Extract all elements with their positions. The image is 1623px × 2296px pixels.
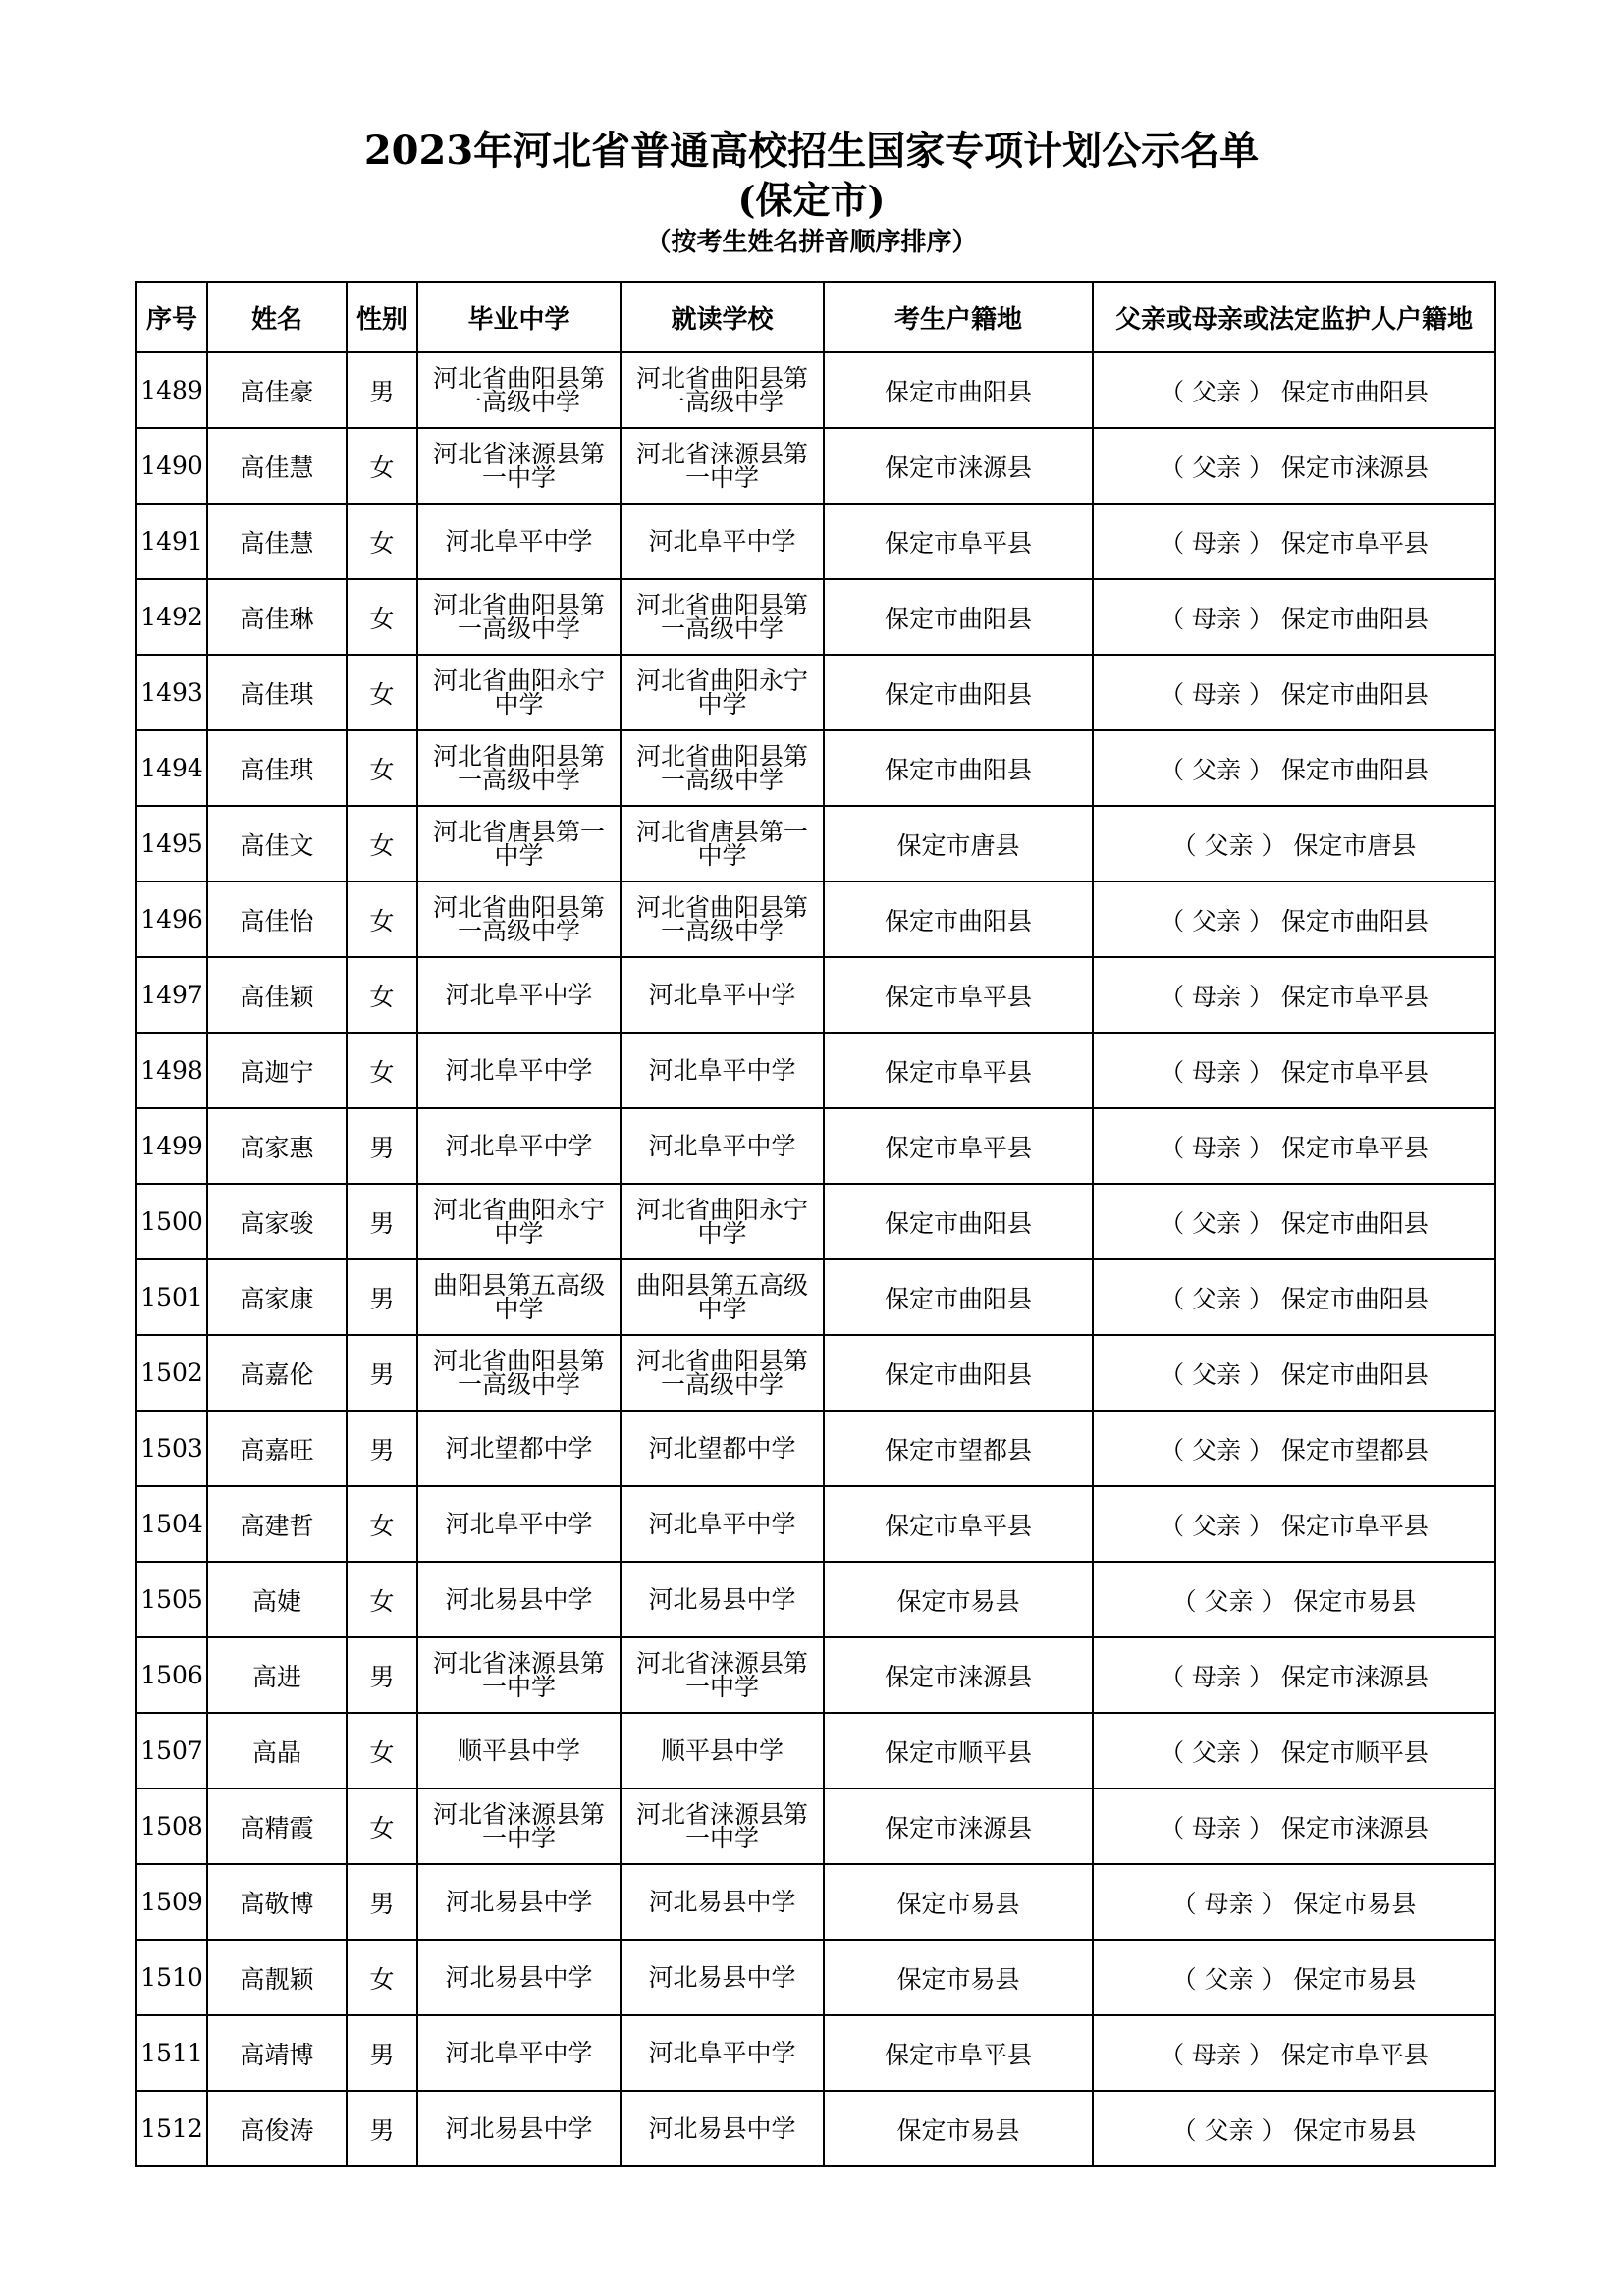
cell-study-school-text: 河北省唐县第一中学 [635, 817, 808, 870]
cell-gender: 女 [347, 1033, 417, 1108]
cell-domicile: 保定市曲阳县 [824, 579, 1093, 655]
cell-grad-school-text: 河北阜平中学 [445, 1509, 593, 1538]
cell-guardian-domicile: （ 父亲 ） 保定市曲阳县 [1093, 1335, 1495, 1411]
cell-name: 高佳颖 [207, 957, 347, 1033]
cell-seq: 1497 [136, 957, 207, 1033]
header-gender: 性别 [347, 282, 417, 352]
cell-name: 高婕 [207, 1562, 347, 1637]
cell-domicile: 保定市易县 [824, 1864, 1093, 1940]
cell-study-school [621, 504, 824, 579]
cell-seq: 1498 [136, 1033, 207, 1108]
cell-domicile: 保定市阜平县 [824, 1108, 1093, 1184]
cell-name: 高嘉旺 [207, 1411, 347, 1486]
cell-study-school-text: 河北易县中学 [648, 1962, 796, 1992]
cell-study-school [621, 579, 824, 655]
cell-study-school [621, 1184, 824, 1259]
cell-name: 高建哲 [207, 1486, 347, 1562]
table-row [136, 504, 1495, 579]
cell-study-school-text: 曲阳县第五高级中学 [635, 1270, 808, 1323]
cell-study-school-text: 河北省曲阳永宁中学 [635, 666, 808, 719]
cell-domicile: 保定市易县 [824, 1940, 1093, 2015]
cell-grad-school [417, 1637, 621, 1713]
page-subtitle: (保定市) [737, 178, 886, 222]
cell-grad-school [417, 1940, 621, 2015]
cell-seq: 1504 [136, 1486, 207, 1562]
cell-study-school-text: 河北省涞源县第一中学 [635, 439, 808, 492]
table-row [136, 579, 1495, 655]
cell-grad-school [417, 655, 621, 730]
cell-study-school [621, 428, 824, 504]
cell-gender: 男 [347, 2015, 417, 2091]
cell-seq: 1507 [136, 1713, 207, 1789]
table-row [136, 1562, 1495, 1637]
cell-gender: 女 [347, 1486, 417, 1562]
cell-grad-school-text: 河北易县中学 [445, 1962, 593, 1992]
cell-grad-school-text: 河北望都中学 [445, 1433, 593, 1463]
cell-study-school-text: 河北易县中学 [648, 2113, 796, 2143]
cell-study-school [621, 1789, 824, 1864]
cell-grad-school [417, 730, 621, 806]
cell-name: 高佳怡 [207, 881, 347, 957]
cell-gender: 男 [347, 1335, 417, 1411]
cell-grad-school-text: 河北易县中学 [445, 1584, 593, 1614]
cell-gender: 女 [347, 881, 417, 957]
cell-name: 高佳琪 [207, 730, 347, 806]
cell-guardian-domicile: （ 父亲 ） 保定市曲阳县 [1093, 730, 1495, 806]
cell-grad-school-text: 顺平县中学 [457, 1735, 580, 1765]
cell-grad-school [417, 2015, 621, 2091]
cell-study-school [621, 1940, 824, 2015]
table-row [136, 2091, 1495, 2166]
cell-grad-school-text: 河北省涞源县第一中学 [432, 1799, 605, 1852]
cell-gender: 女 [347, 957, 417, 1033]
cell-gender: 女 [347, 504, 417, 579]
cell-gender: 女 [347, 730, 417, 806]
cell-gender: 男 [347, 1259, 417, 1335]
cell-study-school-text: 河北省涞源县第一中学 [635, 1648, 808, 1701]
cell-gender: 男 [347, 2091, 417, 2166]
cell-domicile: 保定市曲阳县 [824, 1259, 1093, 1335]
cell-guardian-domicile: （ 父亲 ） 保定市唐县 [1093, 806, 1495, 881]
cell-guardian-domicile: （ 父亲 ） 保定市顺平县 [1093, 1713, 1495, 1789]
cell-name: 高晶 [207, 1713, 347, 1789]
cell-grad-school [417, 881, 621, 957]
cell-gender: 女 [347, 1562, 417, 1637]
cell-domicile: 保定市涞源县 [824, 1637, 1093, 1713]
cell-study-school [621, 1411, 824, 1486]
header-study-school: 就读学校 [621, 282, 824, 352]
cell-seq: 1495 [136, 806, 207, 881]
cell-domicile: 保定市阜平县 [824, 1486, 1093, 1562]
cell-grad-school [417, 957, 621, 1033]
cell-seq: 1506 [136, 1637, 207, 1713]
cell-domicile: 保定市曲阳县 [824, 655, 1093, 730]
table-row [136, 1411, 1495, 1486]
cell-study-school [621, 1486, 824, 1562]
cell-seq: 1512 [136, 2091, 207, 2166]
cell-study-school-text: 顺平县中学 [660, 1735, 784, 1765]
cell-name: 高佳慧 [207, 428, 347, 504]
cell-name: 高俊涛 [207, 2091, 347, 2166]
cell-guardian-domicile: （ 母亲 ） 保定市阜平县 [1093, 2015, 1495, 2091]
cell-name: 高精霞 [207, 1789, 347, 1864]
header-seq: 序号 [136, 282, 207, 352]
table-row [136, 1184, 1495, 1259]
cell-study-school-text: 河北易县中学 [648, 1584, 796, 1614]
table-row [136, 730, 1495, 806]
cell-study-school-text: 河北阜平中学 [648, 526, 796, 556]
cell-guardian-domicile: （ 母亲 ） 保定市曲阳县 [1093, 579, 1495, 655]
cell-guardian-domicile: （ 父亲 ） 保定市易县 [1093, 1562, 1495, 1637]
cell-study-school [621, 1108, 824, 1184]
cell-study-school-text: 河北阜平中学 [648, 1055, 796, 1085]
cell-guardian-domicile: （ 父亲 ） 保定市曲阳县 [1093, 881, 1495, 957]
header-name: 姓名 [207, 282, 347, 352]
cell-study-school-text: 河北省曲阳县第一高级中学 [635, 363, 808, 416]
cell-study-school-text: 河北阜平中学 [648, 1131, 796, 1160]
cell-name: 高嘉伦 [207, 1335, 347, 1411]
cell-study-school [621, 1033, 824, 1108]
cell-seq: 1509 [136, 1864, 207, 1940]
cell-study-school-text: 河北易县中学 [648, 1887, 796, 1916]
cell-study-school [621, 1713, 824, 1789]
cell-name: 高佳琳 [207, 579, 347, 655]
table-row [136, 352, 1495, 428]
cell-guardian-domicile: （ 父亲 ） 保定市望都县 [1093, 1411, 1495, 1486]
cell-domicile: 保定市曲阳县 [824, 1335, 1093, 1411]
cell-grad-school-text: 河北阜平中学 [445, 1131, 593, 1160]
cell-gender: 女 [347, 428, 417, 504]
cell-grad-school [417, 1033, 621, 1108]
table-row [136, 1335, 1495, 1411]
cell-name: 高佳豪 [207, 352, 347, 428]
cell-domicile: 保定市曲阳县 [824, 1184, 1093, 1259]
cell-gender: 女 [347, 806, 417, 881]
cell-name: 高靖博 [207, 2015, 347, 2091]
table-row [136, 1637, 1495, 1713]
cell-grad-school-text: 河北易县中学 [445, 2113, 593, 2143]
cell-domicile: 保定市阜平县 [824, 1033, 1093, 1108]
cell-study-school-text: 河北省曲阳县第一高级中学 [635, 892, 808, 945]
cell-domicile: 保定市涞源县 [824, 1789, 1093, 1864]
table-row [136, 2015, 1495, 2091]
cell-seq: 1499 [136, 1108, 207, 1184]
cell-domicile: 保定市易县 [824, 2091, 1093, 2166]
cell-guardian-domicile: （ 母亲 ） 保定市曲阳县 [1093, 655, 1495, 730]
cell-guardian-domicile: （ 母亲 ） 保定市阜平县 [1093, 1108, 1495, 1184]
cell-guardian-domicile: （ 父亲 ） 保定市曲阳县 [1093, 352, 1495, 428]
cell-grad-school [417, 504, 621, 579]
cell-domicile: 保定市曲阳县 [824, 730, 1093, 806]
cell-study-school [621, 957, 824, 1033]
cell-guardian-domicile: （ 父亲 ） 保定市曲阳县 [1093, 1259, 1495, 1335]
cell-gender: 女 [347, 579, 417, 655]
cell-name: 高佳慧 [207, 504, 347, 579]
table-row [136, 881, 1495, 957]
cell-grad-school-text: 河北省唐县第一中学 [432, 817, 605, 870]
cell-study-school [621, 2015, 824, 2091]
cell-study-school-text: 河北阜平中学 [648, 980, 796, 1009]
cell-name: 高佳琪 [207, 655, 347, 730]
cell-study-school [621, 881, 824, 957]
cell-grad-school [417, 1562, 621, 1637]
cell-seq: 1500 [136, 1184, 207, 1259]
cell-grad-school [417, 579, 621, 655]
cell-grad-school [417, 806, 621, 881]
cell-name: 高迦宁 [207, 1033, 347, 1108]
cell-domicile: 保定市望都县 [824, 1411, 1093, 1486]
cell-domicile: 保定市唐县 [824, 806, 1093, 881]
cell-domicile: 保定市顺平县 [824, 1713, 1093, 1789]
cell-seq: 1505 [136, 1562, 207, 1637]
cell-guardian-domicile: （ 父亲 ） 保定市易县 [1093, 2091, 1495, 2166]
cell-grad-school-text: 河北省曲阳县第一高级中学 [432, 1346, 605, 1399]
cell-grad-school [417, 1411, 621, 1486]
header-grad-school: 毕业中学 [417, 282, 621, 352]
cell-grad-school-text: 河北阜平中学 [445, 526, 593, 556]
cell-domicile: 保定市阜平县 [824, 957, 1093, 1033]
cell-grad-school-text: 河北省曲阳县第一高级中学 [432, 892, 605, 945]
cell-study-school [621, 806, 824, 881]
cell-study-school [621, 655, 824, 730]
cell-guardian-domicile: （ 母亲 ） 保定市阜平县 [1093, 504, 1495, 579]
cell-study-school-text: 河北省曲阳县第一高级中学 [635, 741, 808, 794]
cell-study-school [621, 1562, 824, 1637]
table-row [136, 1864, 1495, 1940]
cell-guardian-domicile: （ 父亲 ） 保定市涞源县 [1093, 428, 1495, 504]
cell-domicile: 保定市曲阳县 [824, 352, 1093, 428]
sort-note: （按考生姓名拼音顺序排序） [645, 228, 978, 257]
cell-study-school-text: 河北省涞源县第一中学 [635, 1799, 808, 1852]
table-row [136, 1940, 1495, 2015]
cell-study-school-text: 河北阜平中学 [648, 2038, 796, 2067]
cell-name: 高家骏 [207, 1184, 347, 1259]
cell-grad-school-text: 河北阜平中学 [445, 1055, 593, 1085]
cell-grad-school [417, 1713, 621, 1789]
cell-name: 高靓颖 [207, 1940, 347, 2015]
cell-gender: 男 [347, 1411, 417, 1486]
cell-grad-school-text: 河北省曲阳县第一高级中学 [432, 741, 605, 794]
cell-grad-school [417, 1335, 621, 1411]
table-row [136, 1713, 1495, 1789]
cell-grad-school-text: 河北阜平中学 [445, 980, 593, 1009]
cell-guardian-domicile: （ 母亲 ） 保定市易县 [1093, 1864, 1495, 1940]
cell-gender: 男 [347, 1184, 417, 1259]
cell-grad-school [417, 1789, 621, 1864]
cell-guardian-domicile: （ 父亲 ） 保定市曲阳县 [1093, 1184, 1495, 1259]
cell-grad-school-text: 河北省曲阳县第一高级中学 [432, 363, 605, 416]
cell-study-school-text: 河北阜平中学 [648, 1509, 796, 1538]
cell-grad-school-text: 河北省涞源县第一中学 [432, 1648, 605, 1701]
cell-seq: 1490 [136, 428, 207, 504]
table-row [136, 1108, 1495, 1184]
cell-seq: 1494 [136, 730, 207, 806]
cell-gender: 男 [347, 1637, 417, 1713]
cell-domicile: 保定市涞源县 [824, 428, 1093, 504]
cell-grad-school [417, 1108, 621, 1184]
cell-study-school [621, 730, 824, 806]
table-header-row [136, 282, 1495, 352]
cell-grad-school [417, 1259, 621, 1335]
cell-grad-school-text: 河北省涞源县第一中学 [432, 439, 605, 492]
cell-seq: 1491 [136, 504, 207, 579]
cell-guardian-domicile: （ 母亲 ） 保定市涞源县 [1093, 1637, 1495, 1713]
table-row [136, 655, 1495, 730]
cell-study-school-text: 河北望都中学 [648, 1433, 796, 1463]
cell-grad-school [417, 428, 621, 504]
cell-guardian-domicile: （ 父亲 ） 保定市阜平县 [1093, 1486, 1495, 1562]
cell-grad-school-text: 河北易县中学 [445, 1887, 593, 1916]
cell-name: 高敬博 [207, 1864, 347, 1940]
cell-grad-school [417, 352, 621, 428]
cell-seq: 1502 [136, 1335, 207, 1411]
header-domicile: 考生户籍地 [824, 282, 1093, 352]
cell-domicile: 保定市阜平县 [824, 2015, 1093, 2091]
cell-grad-school-text: 河北省曲阳县第一高级中学 [432, 590, 605, 643]
cell-seq: 1492 [136, 579, 207, 655]
cell-study-school [621, 1637, 824, 1713]
cell-study-school [621, 1864, 824, 1940]
table-row [136, 957, 1495, 1033]
cell-guardian-domicile: （ 母亲 ） 保定市阜平县 [1093, 1033, 1495, 1108]
cell-grad-school [417, 2091, 621, 2166]
cell-grad-school [417, 1864, 621, 1940]
cell-gender: 女 [347, 1940, 417, 2015]
cell-study-school [621, 2091, 824, 2166]
cell-study-school [621, 352, 824, 428]
table-row [136, 806, 1495, 881]
cell-name: 高进 [207, 1637, 347, 1713]
cell-domicile: 保定市易县 [824, 1562, 1093, 1637]
cell-domicile: 保定市阜平县 [824, 504, 1093, 579]
table-row [136, 1789, 1495, 1864]
cell-study-school [621, 1259, 824, 1335]
cell-grad-school-text: 河北省曲阳永宁中学 [432, 1195, 605, 1248]
page-title: 2023年河北省普通高校招生国家专项计划公示名单 [363, 128, 1260, 174]
cell-seq: 1489 [136, 352, 207, 428]
header-guardian-domicile: 父亲或母亲或法定监护人户籍地 [1093, 282, 1495, 352]
cell-seq: 1508 [136, 1789, 207, 1864]
cell-gender: 女 [347, 655, 417, 730]
cell-seq: 1496 [136, 881, 207, 957]
cell-name: 高家惠 [207, 1108, 347, 1184]
table-row [136, 1486, 1495, 1562]
cell-gender: 男 [347, 1108, 417, 1184]
cell-seq: 1503 [136, 1411, 207, 1486]
cell-seq: 1501 [136, 1259, 207, 1335]
cell-seq: 1510 [136, 1940, 207, 2015]
cell-study-school [621, 1335, 824, 1411]
cell-seq: 1493 [136, 655, 207, 730]
table-row [136, 1033, 1495, 1108]
table-row [136, 428, 1495, 504]
cell-gender: 女 [347, 1789, 417, 1864]
cell-seq: 1511 [136, 2015, 207, 2091]
cell-study-school-text: 河北省曲阳永宁中学 [635, 1195, 808, 1248]
cell-guardian-domicile: （ 父亲 ） 保定市易县 [1093, 1940, 1495, 2015]
table-row [136, 1259, 1495, 1335]
cell-grad-school-text: 河北省曲阳永宁中学 [432, 666, 605, 719]
applicant-table [135, 281, 1496, 2167]
cell-gender: 女 [347, 1713, 417, 1789]
cell-name: 高佳文 [207, 806, 347, 881]
cell-grad-school [417, 1486, 621, 1562]
cell-grad-school-text: 河北阜平中学 [445, 2038, 593, 2067]
cell-study-school-text: 河北省曲阳县第一高级中学 [635, 590, 808, 643]
cell-gender: 男 [347, 1864, 417, 1940]
cell-grad-school [417, 1184, 621, 1259]
cell-gender: 男 [347, 352, 417, 428]
cell-guardian-domicile: （ 母亲 ） 保定市涞源县 [1093, 1789, 1495, 1864]
cell-name: 高家康 [207, 1259, 347, 1335]
cell-guardian-domicile: （ 母亲 ） 保定市阜平县 [1093, 957, 1495, 1033]
cell-domicile: 保定市曲阳县 [824, 881, 1093, 957]
cell-grad-school-text: 曲阳县第五高级中学 [432, 1270, 605, 1323]
cell-study-school-text: 河北省曲阳县第一高级中学 [635, 1346, 808, 1399]
